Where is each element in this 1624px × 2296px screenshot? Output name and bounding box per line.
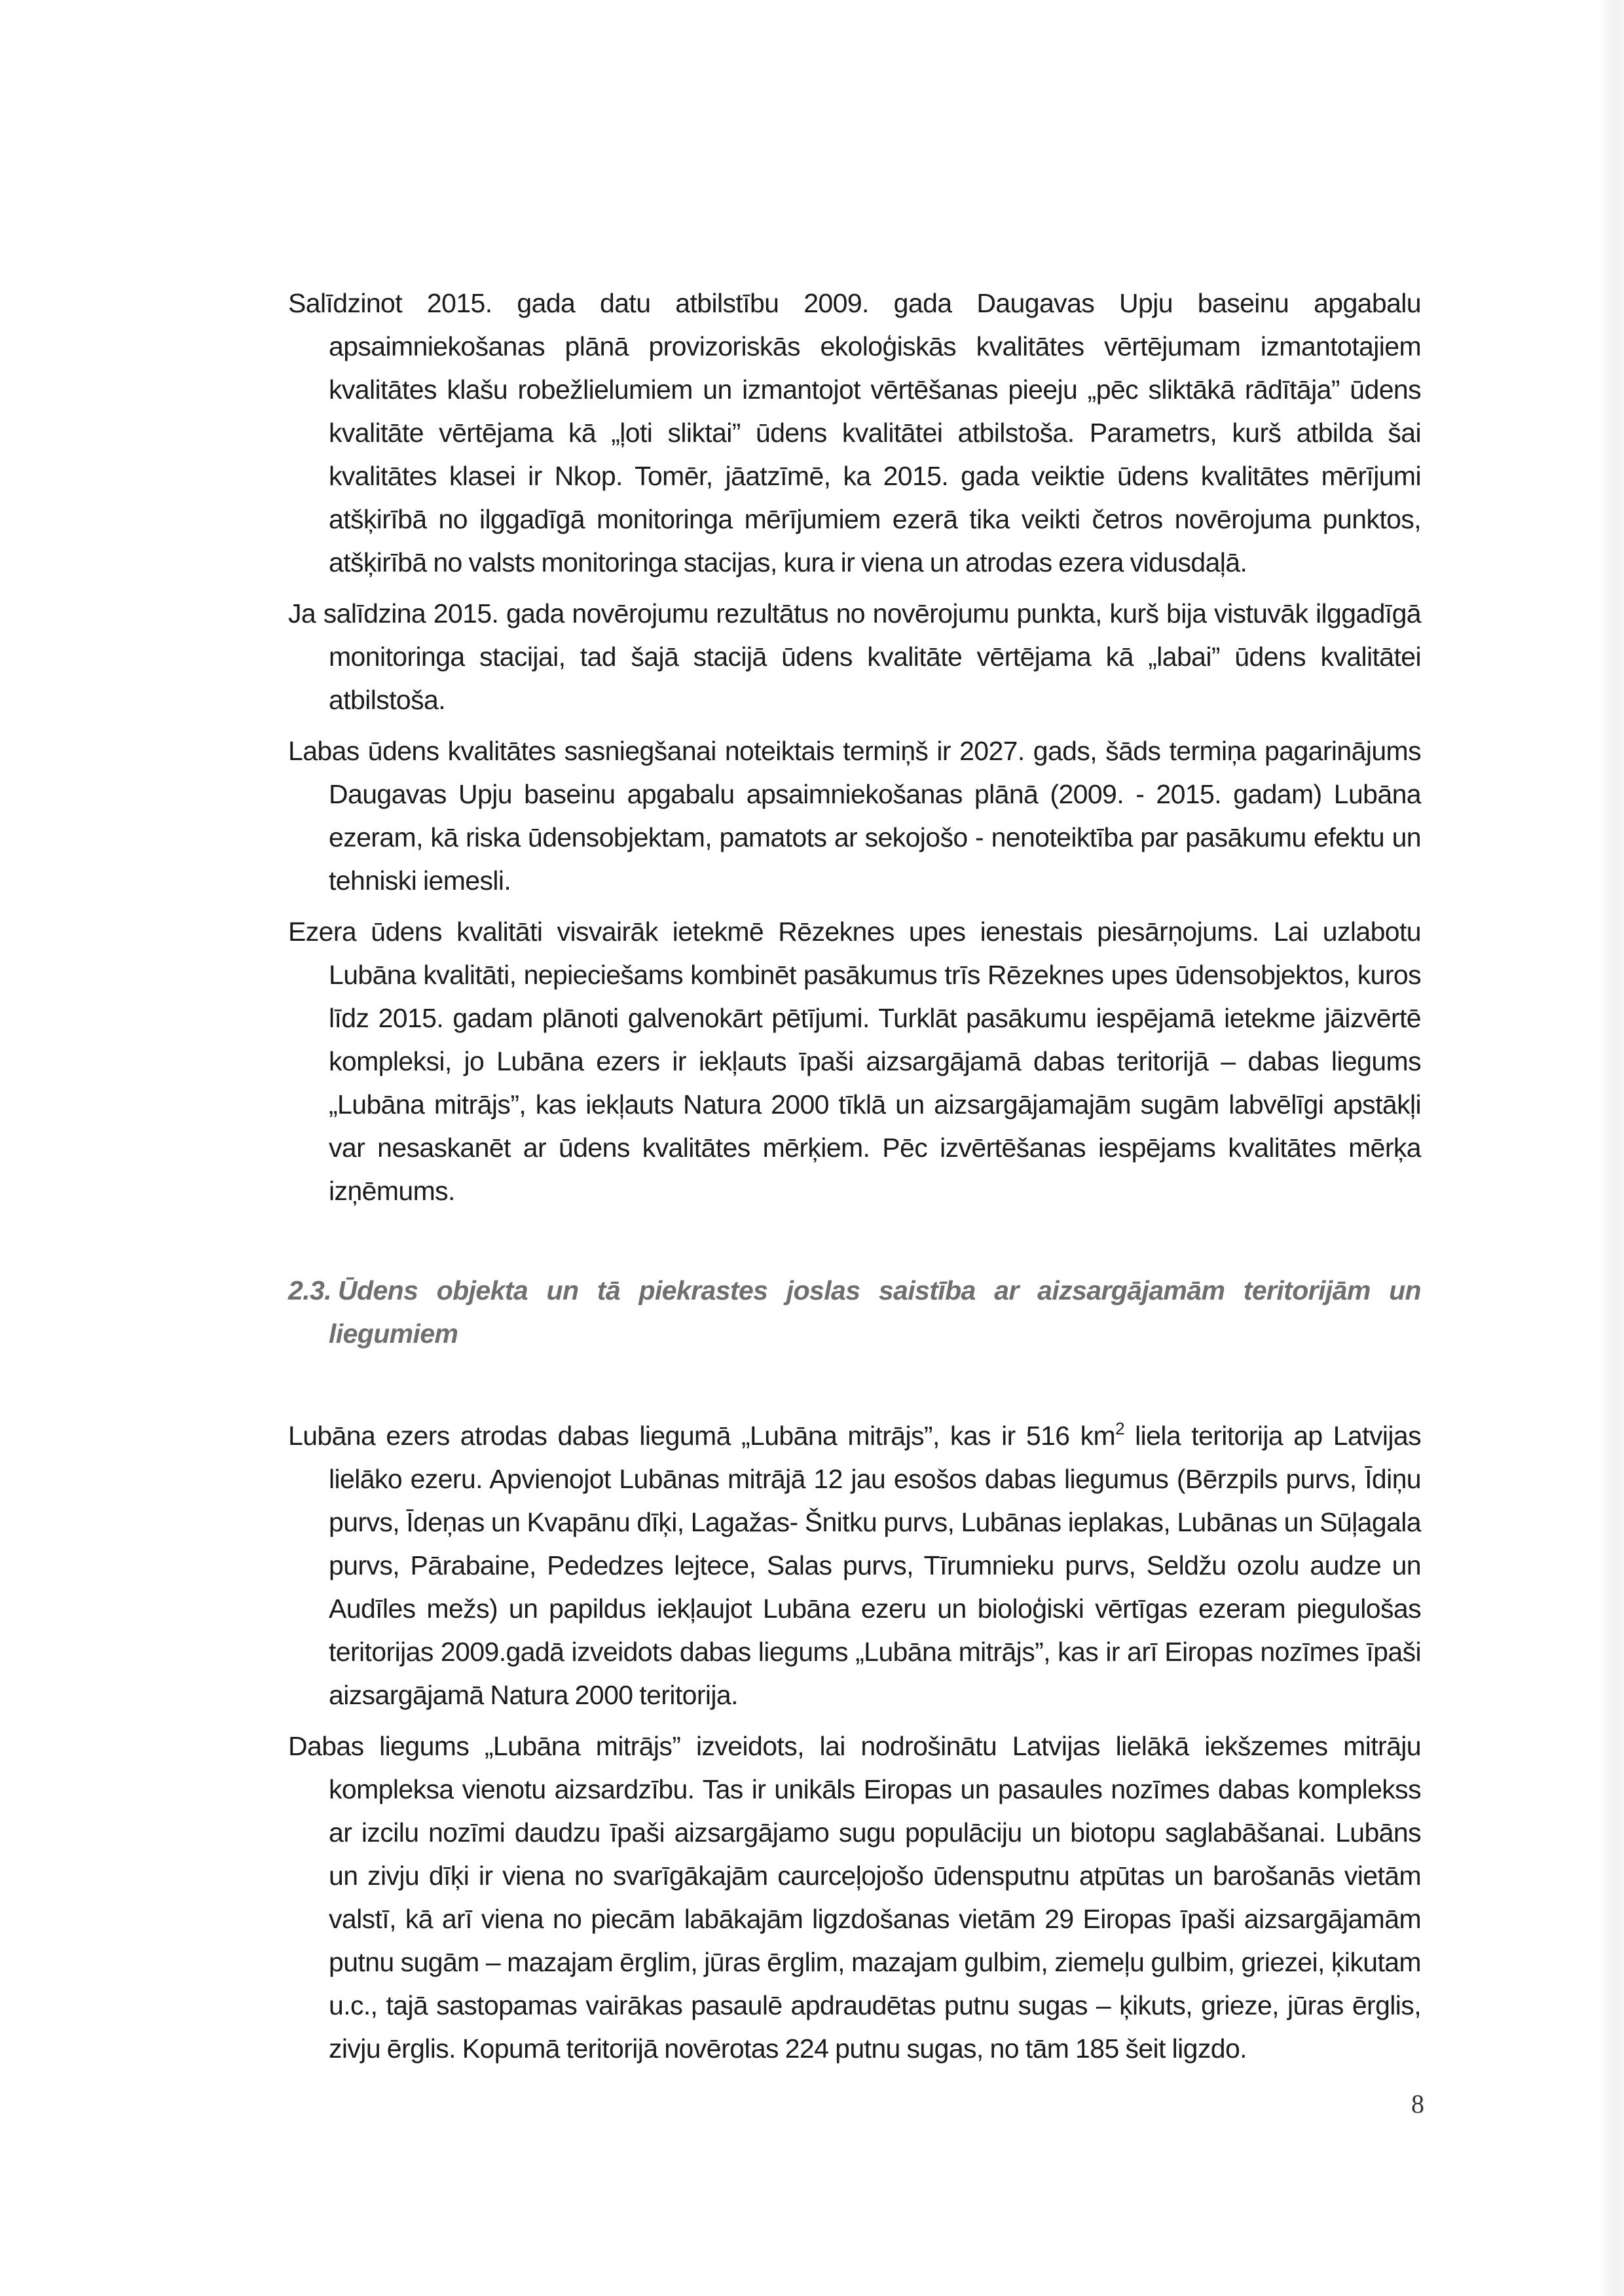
paragraph-wetland-importance: Dabas liegums „Lubāna mitrājs” izveidots, lai nodrošinātu Latvijas lielākā iekšzemes mitrāju kompleksa vienotu aizsardzību. Tas ir unikāls Eiropas un pasaules nozīmes dabas komplekss ar izcilu nozīmi daudzu īpaši aizsargājamo sugu populāciju un biotopu saglabāšanai. Lubāns un zivju dīķi ir viena no svarīgākajām caurceļojošo ūdensputnu atpūtas un barošanās vietām valstī, kā arī viena no piecām labākajām ligzdošanas vietām 29 Eiropas īpaši aizsargājamām putnu sugām – mazajam ērglim, jūras ērglim, mazajam gulbim, ziemeļu gulbim, griezei, ķikutam u.c., tajā sastopamas vairākas pasaulē apdraudētas putnu sugas – ķikuts, grieze, jūras ērglis, zivju ērglis. Kopumā teritorijā novērotas 224 putnu sugas, no tām 185 šeit ligzdo. xyxy=(288,1731,1421,2064)
area-superscript: 2 xyxy=(1115,1419,1124,1438)
paragraph-protected-area xyxy=(288,1414,1421,1717)
page-number: 8 xyxy=(1411,2089,1424,2119)
page-body xyxy=(288,282,1421,2078)
section-heading xyxy=(288,1269,1421,1355)
area-text-after: liela teritorija ap Latvijas lielāko ezeru. Apvienojot Lubānas mitrājā 12 jau esošos dabas liegumus (Bērzpils purvs, Īdiņu purvs, Īdeņas un Kvapānu dīķi, Lagažas- Šnitku purvs, Lubānas ieplakas, Lubānas un Sūļagala purvs, Pārabaine, Pededzes lejtece, Salas purvs, Tīrumnieku purvs, Seldžu ozolu audze un Audīles mežs) un papildus iekļaujot Lubāna ezeru un bioloģiski vērtīgas ezeram piegulošas teritorijas 2009.gadā izveidots dabas liegums „Lubāna mitrājs”, kas ir arī Eiropas nozīmes īpaši aizsargājamā Natura 2000 teritorija. xyxy=(329,1421,1421,1710)
area-text-before: Lubāna ezers atrodas dabas liegumā „Lubāna mitrājs”, kas ir 516 km xyxy=(288,1421,1116,1451)
paragraph-rezekne-pollution: Ezera ūdens kvalitāti visvairāk ietekmē Rēzeknes upes ienestais piesārņojums. Lai uzlabotu Lubāna kvalitāti, nepieciešams kombinēt pasākumus trīs Rēzeknes upes ūdensobjektos, kuros līdz 2015. gadam plānoti galvenokārt pētījumi. Turklāt pasākumu iespējamā ietekme jāizvērtē kompleksi, jo Lubāna ezers ir iekļauts īpaši aizsargājamā dabas teritorijā – dabas liegums „Lubāna mitrājs”, kas iekļauts Natura 2000 tīklā un aizsargājamajām sugām labvēlīgi apstākļi var nesaskanēt ar ūdens kvalitātes mērķiem. Pēc izvērtēšanas iespējams kvalitātes mērķa izņēmums. xyxy=(288,917,1421,1206)
section-title: Ūdens objekta un tā piekrastes joslas saistība ar aizsargājamām teritorijām un liegumiem xyxy=(329,1275,1421,1349)
paragraph-monitoring-station-result: Ja salīdzina 2015. gada novērojumu rezultātus no novērojumu punkta, kurš bija vistuvāk ilggadīgā monitoringa stacijai, tad šajā stacijā ūdens kvalitāte vērtējama kā „labai” ūdens kvalitātei atbilstoša. xyxy=(288,598,1421,715)
section-number: 2.3. xyxy=(288,1275,331,1305)
scan-edge-shadow xyxy=(1598,0,1624,2296)
paragraph-deadline-extension: Labas ūdens kvalitātes sasniegšanai noteiktais termiņš ir 2027. gads, šāds termiņa pagarinājums Daugavas Upju baseinu apgabalu apsaimniekošanas plānā (2009. - 2015. gadam) Lubāna ezeram, kā riska ūdensobjektam, pamatots ar sekojošo - nenoteiktība par pasākumu efektu un tehniski iemesli. xyxy=(288,736,1421,896)
paragraph-water-quality-comparison: Salīdzinot 2015. gada datu atbilstību 2009. gada Daugavas Upju baseinu apgabalu apsaimniekošanas plānā provizoriskās ekoloģiskās kvalitātes vērtējumam izmantotajiem kvalitātes klašu robežlielumiem un izmantojot vērtēšanas pieeju „pēc sliktākā rādītāja” ūdens kvalitāte vērtējama kā „ļoti sliktai” ūdens kvalitātei atbilstoša. Parametrs, kurš atbilda šai kvalitātes klasei ir Nkop. Tomēr, jāatzīmē, ka 2015. gada veiktie ūdens kvalitātes mērījumi atšķirībā no ilggadīgā monitoringa mērījumiem ezerā tika veikti četros novērojuma punktos, atšķirībā no valsts monitoringa stacijas, kura ir viena un atrodas ezera vidusdaļā. xyxy=(288,288,1421,577)
